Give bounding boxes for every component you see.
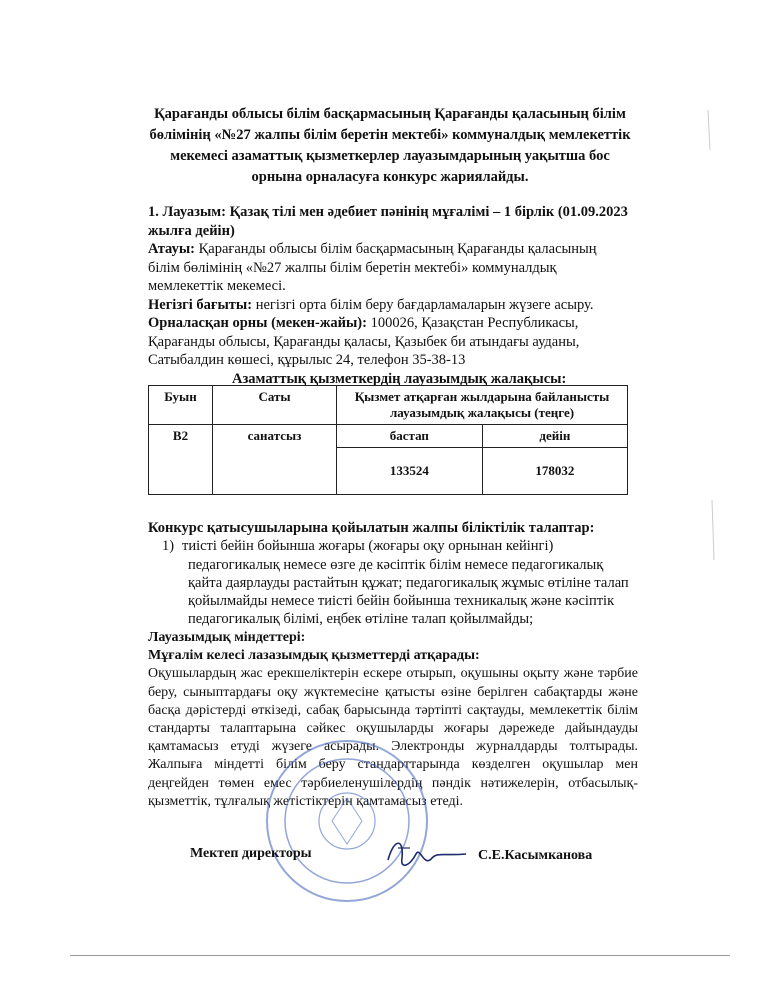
position-label-cont: жылға дейін) bbox=[148, 222, 235, 239]
requirements-heading: Конкурс қатысушыларына қойылатын жалпы біліктілік талаптар: bbox=[148, 520, 595, 536]
name-value-3: мемлекеттік мекемесі. bbox=[148, 278, 286, 294]
scan-edge-marks bbox=[640, 0, 773, 1000]
title-line-4: орнына орналасуға конкурс жариялайды. bbox=[251, 169, 529, 185]
level-cell: В2 bbox=[149, 425, 213, 495]
from-label-cell: бастап bbox=[337, 425, 483, 448]
duties-subheading: Мұғалім келесі лазазымдық қызметтерді атқарады: bbox=[148, 648, 480, 664]
name-label: Атауы: bbox=[148, 241, 195, 257]
requirement-line-5: педагогикалық білімі, еңбек өтіліне талап қойылмайды; bbox=[188, 611, 534, 628]
requirement-line-2: педагогикалық немесе өзге де кәсіптік білім немесе педагогикалық bbox=[188, 556, 604, 573]
to-label-cell: дейін bbox=[482, 425, 627, 448]
to-value-cell: 178032 bbox=[482, 448, 627, 495]
stamp-icon bbox=[262, 736, 432, 906]
address-value-1: 100026, Қазақстан Республикасы, bbox=[370, 315, 579, 331]
direction-value: негізгі орта білім беру бағдарламаларын жүзеге асыру. bbox=[255, 296, 594, 313]
col-level-header: Буын bbox=[149, 386, 213, 425]
col-salary-header bbox=[337, 386, 628, 425]
address-value-3: Сатыбалдин көшесі, құрылыс 24, телефон 35-38-13 bbox=[148, 352, 466, 368]
duties-text: Оқушылардың жас ерекшеліктерін ескере отырып, оқушыны оқыту және тәрбие беру, сыныптардағы оқу жүктемесіне қатысты өзіне берілген сабақтарды және басқа дәрістерді өткізеді, сабақ барысында тәртіпті сақтауды, мемлекеттік білім стандарты талаптарына сәйкес оқушыларды жоғары дәрежеде дайындауды қамтамасыз етуді жүзеге асырады. Электронды журналдарды толтырады. Жалпыға міндетті білім беру стандарттарында көзделген оқушылар мен деңгейден төмен емес тәрбиеленушілердің пәндік нәтижелерін, отбасылық-қызметтік, тұлғалық жетістіктерін қамтамасыз етеді. bbox=[148, 666, 638, 809]
name-value-1: Қарағанды облысы білім басқармасының Қарағанды қаласының bbox=[198, 241, 597, 257]
director-name: С.Е.Касымканова bbox=[478, 848, 593, 863]
document-title bbox=[130, 104, 650, 188]
requirements-section bbox=[148, 519, 648, 629]
title-line-1: Қарағанды облысы білім басқармасының Қарағанды қаласының білім bbox=[154, 106, 626, 122]
col-category-header: Саты bbox=[213, 386, 337, 425]
requirement-line-4: қойылмайды немесе тиісті бейін бойынша техникалық және кәсіптік bbox=[188, 593, 615, 610]
position-section bbox=[148, 203, 648, 370]
col-salary-header-1: Қызмет атқарған жылдарына байланысты bbox=[354, 389, 610, 404]
position-label: 1. Лауазым: Қазақ тілі мен әдебиет пәнінің мұғалімі – 1 бірлік (01.09.2023 bbox=[148, 204, 628, 220]
table-row bbox=[149, 425, 628, 448]
requirement-item bbox=[148, 537, 648, 628]
direction-label: Негізгі бағыты: bbox=[148, 296, 253, 313]
salary-title: Азаматтық қызметкердің лауазымдық жалақысы: bbox=[232, 371, 567, 387]
title-line-2: бөлімінің «№27 жалпы білім беретін мектебі» коммуналдық мемлекеттік bbox=[149, 127, 631, 143]
requirement-line-3: қайта даярлауды растайтын құжат; педагогикалық жұмыс өтіліне талап bbox=[188, 574, 629, 591]
name-value-2: білім бөлімінің «№27 жалпы білім беретін мектебі» коммуналдық bbox=[148, 259, 557, 276]
category-cell: санатсыз bbox=[213, 425, 337, 495]
address-label: Орналасқан орны (мекен-жайы): bbox=[148, 315, 367, 331]
col-salary-header-2: лауазымдық жалақысы (теңге) bbox=[389, 405, 575, 420]
signature-icon bbox=[380, 828, 470, 878]
duties-heading: Лауазымдық міндеттері: bbox=[148, 630, 306, 645]
address-value-2: Қарағанды облысы, Қарағанды қаласы, Қазыбек би атындағы ауданы, bbox=[148, 333, 580, 350]
director-label: Мектеп директоры bbox=[190, 846, 312, 861]
requirement-number: 1) bbox=[162, 538, 175, 555]
from-value-cell: 133524 bbox=[337, 448, 483, 495]
table-row bbox=[149, 386, 628, 425]
salary-table bbox=[148, 385, 628, 495]
bottom-rule bbox=[70, 955, 730, 956]
requirement-line-1: тиісті бейін бойынша жоғары (жоғары оқу орнынан кейінгі) bbox=[182, 538, 554, 555]
title-line-3: мекемесі азаматтық қызметкерлер лауазымдарының уақытша бос bbox=[170, 148, 610, 164]
